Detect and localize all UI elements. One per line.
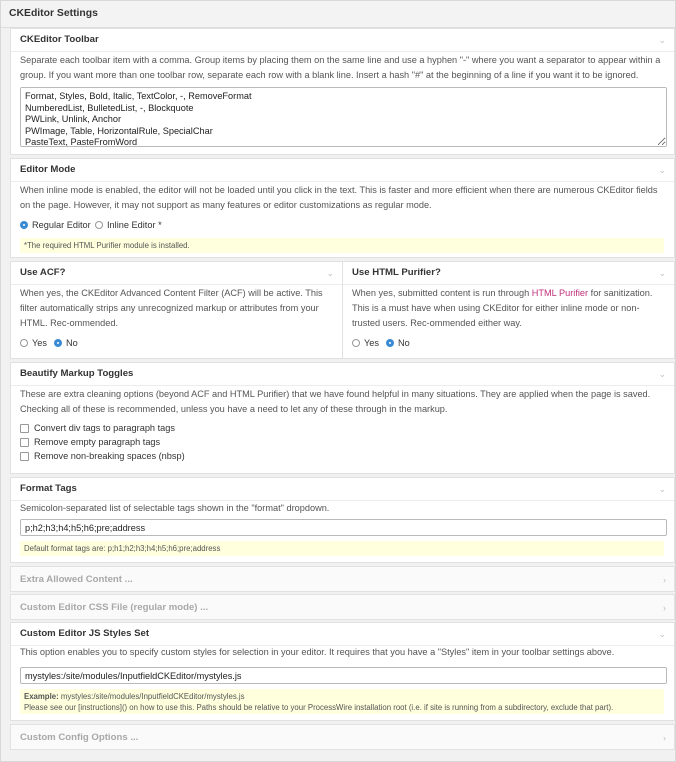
editor-mode-header[interactable] xyxy=(11,159,674,182)
checkbox-icon xyxy=(20,438,29,447)
purifier-no-radio[interactable] xyxy=(386,338,410,348)
css-file-section[interactable] xyxy=(10,594,675,620)
chevron-right-icon: › xyxy=(663,603,666,613)
toolbar-header[interactable] xyxy=(11,29,674,52)
purifier-no-label: No xyxy=(398,338,410,348)
purifier-title: Use HTML Purifier? xyxy=(352,267,441,278)
radio-selected-icon xyxy=(54,339,62,347)
purifier-description xyxy=(352,286,664,331)
format-tags-header[interactable] xyxy=(11,478,674,501)
checkbox-icon xyxy=(20,452,29,461)
purifier-section xyxy=(342,261,675,359)
js-styles-note xyxy=(20,689,664,714)
acf-description: When yes, the CKEditor Advanced Content Filter (ACF) will be active. This filter automatically strips any unrecognized markup or attributes from your HTML. Rec-ommended. xyxy=(20,288,323,328)
inline-editor-label: Inline Editor * xyxy=(107,220,162,230)
toolbar-description: Separate each toolbar item with a comma. Group items by placing them on the same line and use a hyphen "-" where you want a separator to appear within a group. If you want more than one toolbar row, separate each row with a blank line. Insert a hash "#" at the beginning of a line if you want it to be ignored. xyxy=(20,55,661,80)
example-label: Example: xyxy=(24,692,59,701)
radio-selected-icon xyxy=(386,339,394,347)
purifier-desc-before: When yes, submitted content is run through xyxy=(352,288,532,298)
chevron-down-icon: ⌄ xyxy=(658,35,666,45)
beautify-description: These are extra cleaning options (beyond ACF and HTML Purifier) that we have found helpful in many situations. They are applied when the page is saved. Checking all of these is recommended, unless you have a need to let any of these through in the markup. xyxy=(20,389,651,414)
format-tags-title: Format Tags xyxy=(20,483,77,494)
css-file-header[interactable] xyxy=(11,595,674,621)
chevron-down-icon: ⌄ xyxy=(658,165,666,175)
convert-div-label: Convert div tags to paragraph tags xyxy=(34,423,175,433)
js-styles-header[interactable] xyxy=(11,623,674,646)
regular-editor-label: Regular Editor xyxy=(32,220,91,230)
js-styles-description: This option enables you to specify custom styles for selection in your editor. It requires that you have a "Styles" item in your toolbar settings above. xyxy=(20,647,615,657)
beautify-section xyxy=(10,362,675,474)
js-styles-title: Custom Editor JS Styles Set xyxy=(20,628,150,639)
extra-content-section[interactable] xyxy=(10,566,675,592)
regular-editor-radio[interactable] xyxy=(20,220,91,230)
config-options-header[interactable] xyxy=(11,725,674,751)
chevron-down-icon: ⌄ xyxy=(658,629,666,639)
remove-empty-p-checkbox[interactable] xyxy=(20,437,160,447)
chevron-down-icon: ⌄ xyxy=(326,268,334,278)
radio-unselected-icon xyxy=(352,339,360,347)
extra-content-header[interactable] xyxy=(11,567,674,593)
js-styles-example xyxy=(24,691,660,702)
acf-no-label: No xyxy=(66,338,78,348)
inline-editor-radio[interactable] xyxy=(95,220,162,230)
beautify-title: Beautify Markup Toggles xyxy=(20,368,134,379)
settings-title[interactable]: CKEditor Settings xyxy=(1,1,675,28)
chevron-down-icon: ⌄ xyxy=(658,268,666,278)
purifier-yes-label: Yes xyxy=(364,338,379,348)
editor-mode-description: When inline mode is enabled, the editor will not be loaded until you click in the text. This is faster and more efficient when there are numerous CKEditor fields on the page. However, it may not support as many features or editor customizations as regular mode. xyxy=(20,185,658,210)
chevron-down-icon: ⌄ xyxy=(658,484,666,494)
css-file-title: Custom Editor CSS File (regular mode) ... xyxy=(20,602,209,613)
radio-unselected-icon xyxy=(95,221,103,229)
remove-nbsp-checkbox[interactable] xyxy=(20,451,185,461)
format-tags-description: Semicolon-separated list of selectable tags shown in the "format" dropdown. xyxy=(20,503,330,513)
chevron-down-icon: ⌄ xyxy=(658,369,666,379)
acf-yes-radio[interactable] xyxy=(20,338,47,348)
editor-mode-title: Editor Mode xyxy=(20,164,76,175)
radio-unselected-icon xyxy=(20,339,28,347)
purifier-desc-after: for sanitization. This is a must have when using CKEditor for either inline mode or non-trusted users. Rec-ommended either way. xyxy=(352,288,653,328)
html-purifier-link[interactable]: HTML Purifier xyxy=(531,288,589,298)
remove-nbsp-label: Remove non-breaking spaces (nbsp) xyxy=(34,451,185,461)
format-tags-note: Default format tags are: p;h1;h2;h3;h4;h5;h6;pre;address xyxy=(20,541,664,556)
format-tags-section xyxy=(10,477,675,563)
js-styles-input[interactable] xyxy=(20,667,667,684)
extra-content-title: Extra Allowed Content ... xyxy=(20,574,133,585)
config-options-section[interactable] xyxy=(10,724,675,750)
purifier-installed-note: *The required HTML Purifier module is installed. xyxy=(20,238,664,253)
toolbar-title: CKEditor Toolbar xyxy=(20,34,99,45)
config-options-title: Custom Config Options ... xyxy=(20,732,139,743)
example-path: mystyles:/site/modules/InputfieldCKEditor/mystyles.js xyxy=(58,692,245,701)
js-styles-instructions: Please see our [instructions]() on how to use this. Paths should be relative to your ProcessWire installation root (i.e. if site is running from a subdirectory, exclude that part). xyxy=(24,703,614,712)
remove-empty-p-label: Remove empty paragraph tags xyxy=(34,437,161,447)
format-tags-input[interactable] xyxy=(20,519,667,536)
acf-no-radio[interactable] xyxy=(54,338,78,348)
purifier-yes-radio[interactable] xyxy=(352,338,379,348)
toolbar-textarea[interactable] xyxy=(20,87,667,147)
convert-div-checkbox[interactable] xyxy=(20,423,175,433)
chevron-right-icon: › xyxy=(663,575,666,585)
js-styles-section xyxy=(10,622,675,721)
acf-title: Use ACF? xyxy=(20,267,66,278)
checkbox-icon xyxy=(20,424,29,433)
purifier-header[interactable] xyxy=(343,262,674,285)
editor-mode-section xyxy=(10,158,675,258)
beautify-header[interactable] xyxy=(11,363,674,386)
acf-section xyxy=(10,261,343,359)
radio-selected-icon xyxy=(20,221,28,229)
toolbar-section xyxy=(10,28,675,155)
acf-header[interactable] xyxy=(11,262,342,285)
acf-yes-label: Yes xyxy=(32,338,47,348)
chevron-right-icon: › xyxy=(663,733,666,743)
